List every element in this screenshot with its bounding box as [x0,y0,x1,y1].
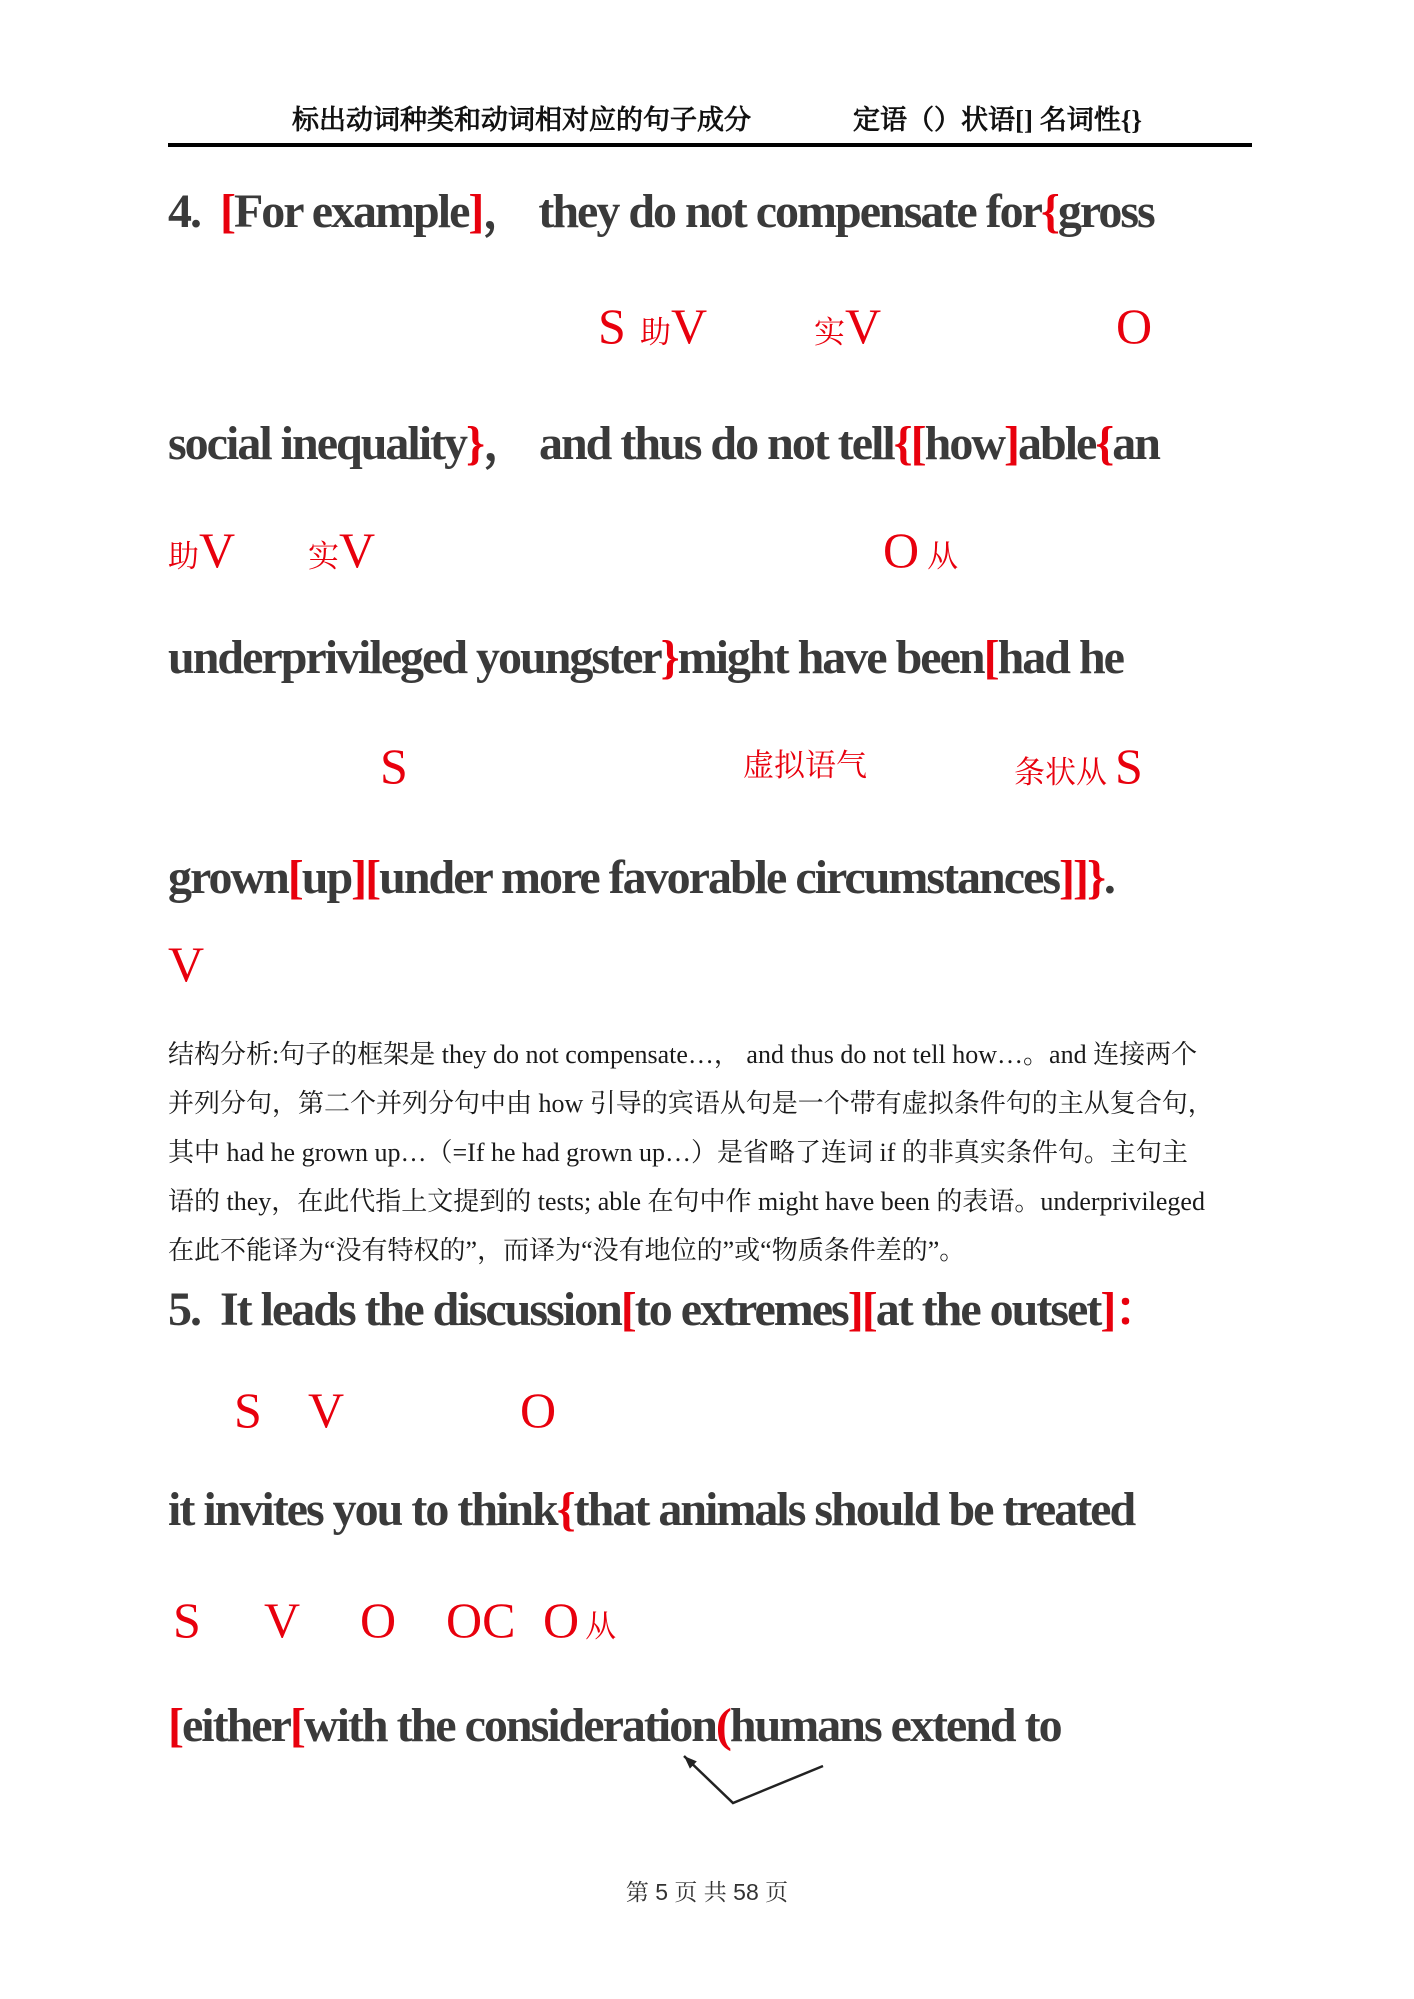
sentence4-line3: underprivileged youngster}might have been[had he [168,631,1123,684]
verb-label: V [264,1592,301,1648]
auxiliary-verb-label: 助V [640,298,708,354]
header-left-title: 标出动词种类和动词相对应的句子成分 [292,105,751,135]
sentence4-line1: 4. [For example]， they do not compensate for{gross [168,185,1154,238]
sentence5-line1: 5. It leads the discussion[to extremes][at the outset]： [168,1283,1161,1336]
header-legend: 定语（）状语[] 名词性{} [852,105,1142,135]
analysis-line: 并列分句，第二个并列分句中由 how 引导的宾语从句是一个带有虚拟条件句的主从复合句， [168,1089,1214,1118]
sentence4-annotation-row1 [168,300,1288,356]
object-clause-label: O从 [883,522,959,578]
hand-drawn-arrow [660,1748,840,1818]
subject-label: S [173,1592,201,1648]
analysis-line: 语的 they，在此代指上文提到的 tests; able 在句中作 might have been 的表语。underprivileged [168,1187,1205,1216]
object-label: O [520,1382,557,1438]
subject-label: S [380,738,408,794]
sentence5-annotation-row2 [168,1594,1288,1650]
sentence4-annotation-row4 [168,938,1288,994]
subject-label: S [234,1382,262,1438]
conditional-clause-label: 条状从 S [1014,738,1143,794]
page-footer: 第 5 页 共 58 页 [625,1879,789,1905]
sentence4-annotation-row2 [168,524,1288,580]
analysis-line: 结构分析:句子的框架是 they do not compensate…， and thus do not tell how…。and 连接两个 [168,1040,1198,1069]
main-verb-label: 实V [814,298,882,354]
sentence4-annotation-row3 [168,740,1288,796]
object-complement-label: OC [446,1592,516,1648]
analysis-line: 其中 had he grown up…（=If he had grown up…）是省略了连词 if 的非真实条件句。主句主 [168,1138,1188,1167]
verb-label: V [308,1382,345,1438]
auxiliary-verb-label: 助V [168,522,236,578]
main-verb-label: 实V [308,522,376,578]
page-header [168,98,1252,147]
sentence4-line2: social inequality}， and thus do not tell{[how]able{an [168,417,1159,470]
object-label: O [1116,298,1153,354]
sentence5-annotation-row1 [168,1384,1288,1440]
sentence5-line3: [either[with the consideration(humans extend to [168,1699,1061,1752]
structure-analysis-paragraph [168,1030,1288,1275]
subjunctive-mood-label: 虚拟语气 [743,748,867,783]
sentence4-line4: grown[up][under more favorable circumstances]]}. [168,851,1114,904]
object-clause-label: O从 [543,1592,617,1648]
verb-label: V [168,936,205,992]
analysis-line: 在此不能译为“没有特权的”，而译为“没有地位的”或“物质条件差的”。 [168,1236,966,1265]
subject-label: S [598,298,626,354]
sentence5-line2: it invites you to think{that animals should be treated [168,1483,1135,1536]
object-label: O [360,1592,397,1648]
